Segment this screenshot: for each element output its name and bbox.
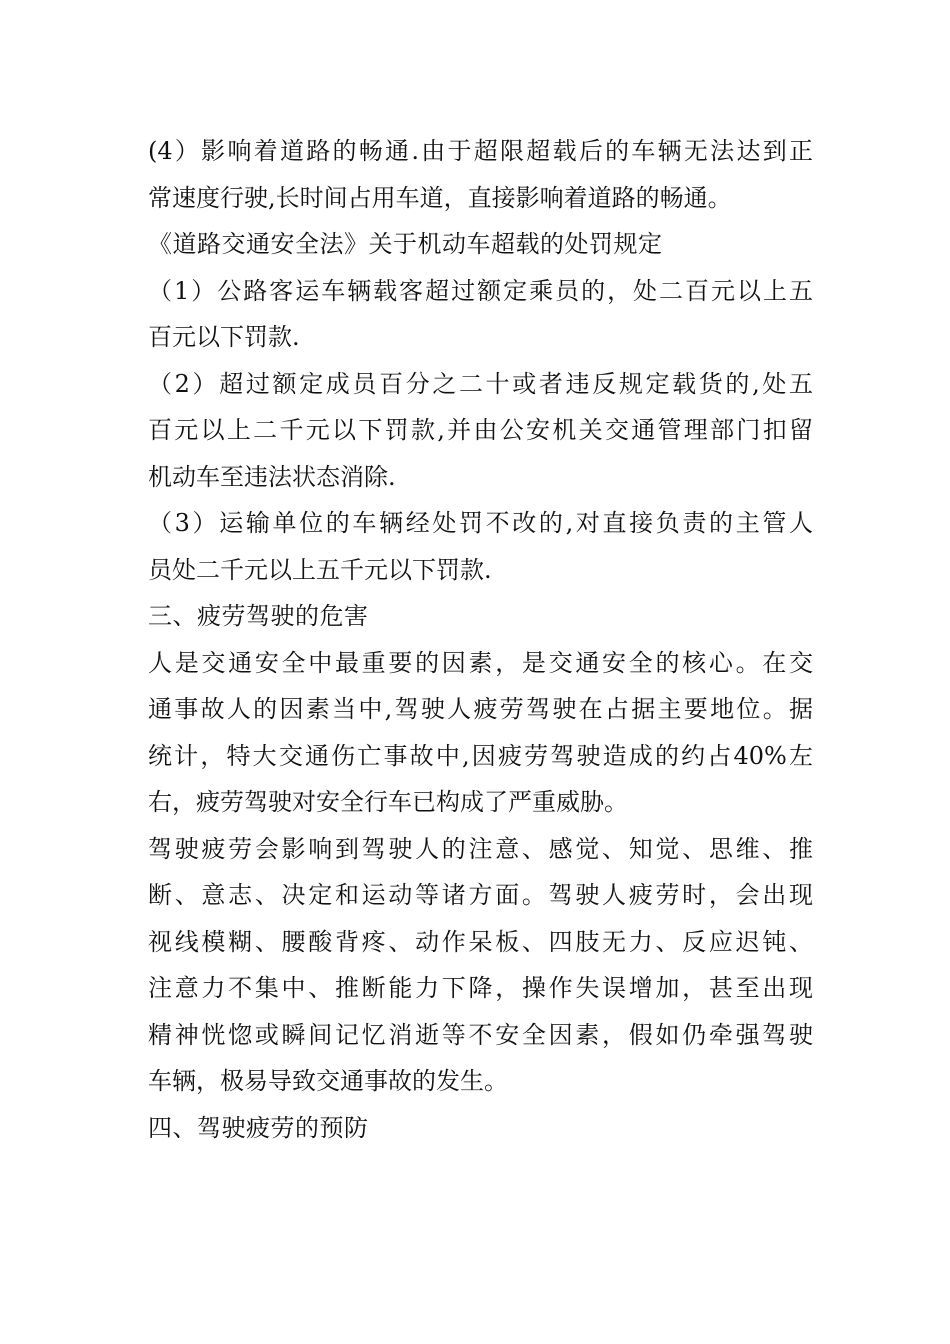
text-line-9: （3）运输单位的车辆经处罚不改的,对直接负责的主管人	[148, 509, 813, 537]
text-line-2: 常速度行驶,长时间占用车道，直接影响着道路的畅通。	[148, 183, 732, 212]
text-line-21: 车辆，极易导致交通事故的发生。	[148, 1067, 508, 1095]
text-line-4: （1）公路客运车辆载客超过额定乘员的，处二百元以上五	[148, 276, 813, 305]
text-line-1: (4）影响着道路的畅通.由于超限超载后的车辆无法达到正	[148, 137, 813, 165]
text-line-8: 机动车至违法状态消除.	[148, 462, 396, 491]
text-line-10: 员处二千元以上五千元以下罚款.	[148, 555, 492, 584]
text-line-13: 通事故人的因素当中,驾驶人疲劳驾驶在占据主要地位。据	[148, 695, 813, 723]
text-line-7: 百元以上二千元以下罚款,并由公安机关交通管理部门扣留	[148, 416, 813, 444]
text-line-12: 人是交通安全中最重要的因素，是交通安全的核心。在交	[148, 648, 813, 677]
text-line-18: 视线模糊、腰酸背疼、动作呆板、四肢无力、反应迟钝、	[148, 927, 813, 956]
text-line-16: 驾驶疲劳会影响到驾驶人的注意、感觉、知觉、思维、推	[148, 834, 813, 863]
text-line-19: 注意力不集中、推断能力下降，操作失误增加，甚至出现	[148, 974, 813, 1002]
text-line-6: （2）超过额定成员百分之二十或者违反规定载货的,处五	[148, 369, 813, 398]
document-body	[148, 128, 813, 1151]
text-line-14: 统计，特大交通伤亡事故中,因疲劳驾驶造成的约占40%左	[148, 741, 813, 770]
text-line-15: 右，疲劳驾驶对安全行车已构成了严重威胁。	[148, 788, 628, 816]
section-heading-penalty-rules: 《道路交通安全法》关于机动车超载的处罚规定	[148, 230, 663, 258]
section-heading-fatigue-prevention: 四、驾驶疲劳的预防	[148, 1113, 369, 1142]
text-line-17: 断、意志、决定和运动等诸方面。驾驶人疲劳时，会出现	[148, 881, 813, 909]
text-line-5: 百元以下罚款.	[148, 323, 300, 351]
text-line-20: 精神恍惚或瞬间记忆消逝等不安全因素，假如仍牵强驾驶	[148, 1020, 813, 1049]
section-heading-fatigue-hazards: 三、疲劳驾驶的危害	[148, 602, 369, 630]
